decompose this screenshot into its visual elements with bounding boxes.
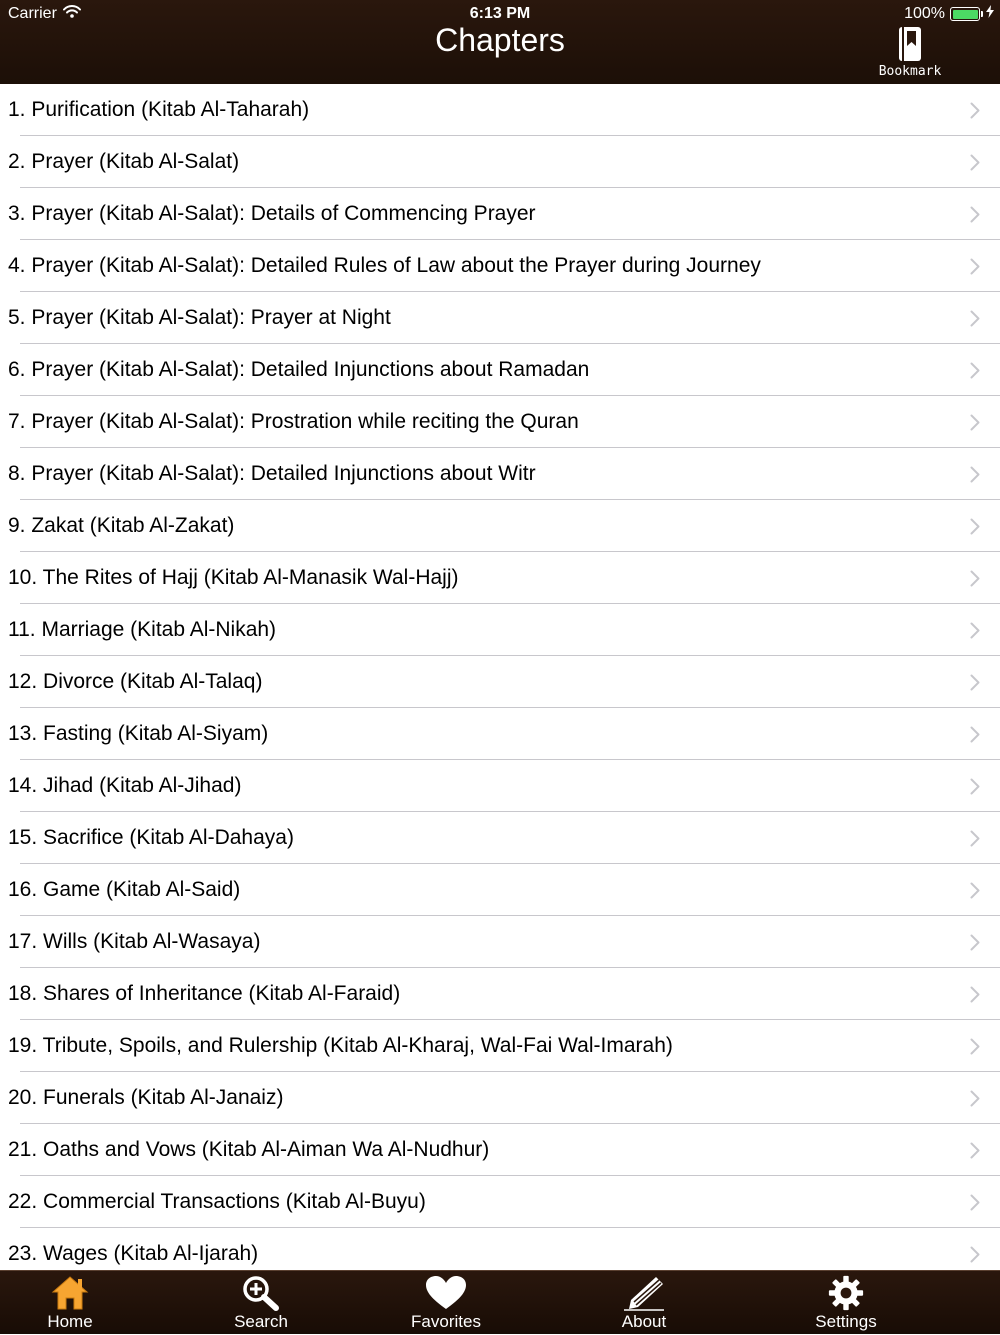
chapter-title: 3. Prayer (Kitab Al-Salat): Details of Commencing Prayer <box>8 202 536 225</box>
chapter-title: 13. Fasting (Kitab Al-Siyam) <box>8 722 269 745</box>
chapter-title: 7. Prayer (Kitab Al-Salat): Prostration while reciting the Quran <box>8 410 579 433</box>
chapter-row[interactable] <box>0 864 1000 916</box>
chevron-right-icon <box>970 102 980 124</box>
chevron-right-icon <box>970 1246 980 1268</box>
tab-search[interactable] <box>196 1271 326 1335</box>
chapter-title: 9. Zakat (Kitab Al-Zakat) <box>8 514 235 537</box>
chapter-row[interactable] <box>0 84 1000 136</box>
chevron-right-icon <box>970 986 980 1008</box>
tab-home[interactable] <box>5 1271 135 1335</box>
chapter-row[interactable] <box>0 760 1000 812</box>
chapter-title: 8. Prayer (Kitab Al-Salat): Detailed Injunctions about Witr <box>8 462 536 485</box>
chevron-right-icon <box>970 414 980 436</box>
chapter-row[interactable] <box>0 344 1000 396</box>
chapter-title: 21. Oaths and Vows (Kitab Al-Aiman Wa Al-Nudhur) <box>8 1138 490 1161</box>
tab-search-label: Search <box>234 1312 288 1331</box>
chapter-row[interactable] <box>0 656 1000 708</box>
home-icon <box>5 1275 135 1311</box>
battery-fill <box>953 10 978 19</box>
chevron-right-icon <box>970 778 980 800</box>
chapter-title: 11. Marriage (Kitab Al-Nikah) <box>8 618 277 641</box>
chapter-title: 5. Prayer (Kitab Al-Salat): Prayer at Night <box>8 306 391 329</box>
tab-bar <box>0 1270 1000 1334</box>
chapter-row[interactable] <box>0 968 1000 1020</box>
chapter-list[interactable] <box>0 84 1000 1270</box>
chapter-row[interactable] <box>0 708 1000 760</box>
chevron-right-icon <box>970 726 980 748</box>
chapter-row[interactable] <box>0 240 1000 292</box>
chevron-right-icon <box>970 570 980 592</box>
status-time: 6:13 PM <box>469 5 531 22</box>
tab-settings-label: Settings <box>815 1312 877 1331</box>
battery-percent: 100% <box>904 5 945 22</box>
chapter-row[interactable] <box>0 552 1000 604</box>
chapter-title: 14. Jihad (Kitab Al-Jihad) <box>8 774 242 797</box>
chapter-title: 4. Prayer (Kitab Al-Salat): Detailed Rules of Law about the Prayer during Journey <box>8 254 761 277</box>
chevron-right-icon <box>970 1090 980 1112</box>
chevron-right-icon <box>970 882 980 904</box>
chevron-right-icon <box>970 362 980 384</box>
battery-indicator <box>904 5 994 23</box>
bookmark-icon <box>872 26 948 62</box>
chapter-row[interactable] <box>0 448 1000 500</box>
chevron-right-icon <box>970 310 980 332</box>
chapter-title: 15. Sacrifice (Kitab Al-Dahaya) <box>8 826 294 849</box>
chevron-right-icon <box>970 258 980 280</box>
battery-tip <box>981 11 983 17</box>
chevron-right-icon <box>970 154 980 176</box>
page-title: Chapters <box>435 22 565 58</box>
chapter-row[interactable] <box>0 812 1000 864</box>
chapter-row[interactable] <box>0 292 1000 344</box>
chapter-title: 23. Wages (Kitab Al-Ijarah) <box>8 1242 259 1265</box>
tab-about-label: About <box>621 1312 667 1331</box>
chapter-row[interactable] <box>0 500 1000 552</box>
gear-icon <box>781 1275 911 1311</box>
heart-icon <box>381 1275 511 1311</box>
chevron-right-icon <box>970 1142 980 1164</box>
charging-bolt-icon <box>986 5 994 23</box>
bookmark-label: Bookmark <box>878 64 942 79</box>
carrier-label: Carrier <box>8 5 57 22</box>
chevron-right-icon <box>970 830 980 852</box>
chapter-row[interactable] <box>0 1176 1000 1228</box>
battery-icon <box>950 7 980 21</box>
chapter-title: 12. Divorce (Kitab Al-Talaq) <box>8 670 263 693</box>
chapter-title: 22. Commercial Transactions (Kitab Al-Buyu) <box>8 1190 426 1213</box>
navigation-header <box>0 0 1000 84</box>
chapter-title: 2. Prayer (Kitab Al-Salat) <box>8 150 240 173</box>
tab-favorites-label: Favorites <box>411 1312 481 1331</box>
search-icon <box>196 1275 326 1311</box>
pencil-icon <box>579 1275 709 1311</box>
tab-favorites[interactable] <box>381 1271 511 1335</box>
chapter-row[interactable] <box>0 1020 1000 1072</box>
chapter-title: 6. Prayer (Kitab Al-Salat): Detailed Injunctions about Ramadan <box>8 358 590 381</box>
chapter-row[interactable] <box>0 188 1000 240</box>
chapter-row[interactable] <box>0 396 1000 448</box>
tab-home-label: Home <box>47 1312 93 1331</box>
bookmark-button[interactable] <box>872 26 948 82</box>
chevron-right-icon <box>970 1038 980 1060</box>
chevron-right-icon <box>970 518 980 540</box>
chevron-right-icon <box>970 674 980 696</box>
chapter-title: 10. The Rites of Hajj (Kitab Al-Manasik Wal-Hajj) <box>8 566 459 589</box>
chapter-row[interactable] <box>0 604 1000 656</box>
chevron-right-icon <box>970 1194 980 1216</box>
chapter-row[interactable] <box>0 1072 1000 1124</box>
chevron-right-icon <box>970 934 980 956</box>
tab-about[interactable] <box>579 1271 709 1335</box>
tab-settings[interactable] <box>781 1271 911 1335</box>
chapter-title: 20. Funerals (Kitab Al-Janaiz) <box>8 1086 284 1109</box>
chapter-title: 19. Tribute, Spoils, and Rulership (Kitab Al-Kharaj, Wal-Fai Wal-Imarah) <box>8 1034 673 1057</box>
chapter-title: 1. Purification (Kitab Al-Taharah) <box>8 98 310 121</box>
chapter-row[interactable] <box>0 1228 1000 1270</box>
chapter-title: 17. Wills (Kitab Al-Wasaya) <box>8 930 261 953</box>
chapter-row[interactable] <box>0 1124 1000 1176</box>
chevron-right-icon <box>970 466 980 488</box>
chapter-row[interactable] <box>0 916 1000 968</box>
chapter-row[interactable] <box>0 136 1000 188</box>
chapter-title: 16. Game (Kitab Al-Said) <box>8 878 241 901</box>
chevron-right-icon <box>970 622 980 644</box>
chapter-title: 18. Shares of Inheritance (Kitab Al-Faraid) <box>8 982 401 1005</box>
chevron-right-icon <box>970 206 980 228</box>
